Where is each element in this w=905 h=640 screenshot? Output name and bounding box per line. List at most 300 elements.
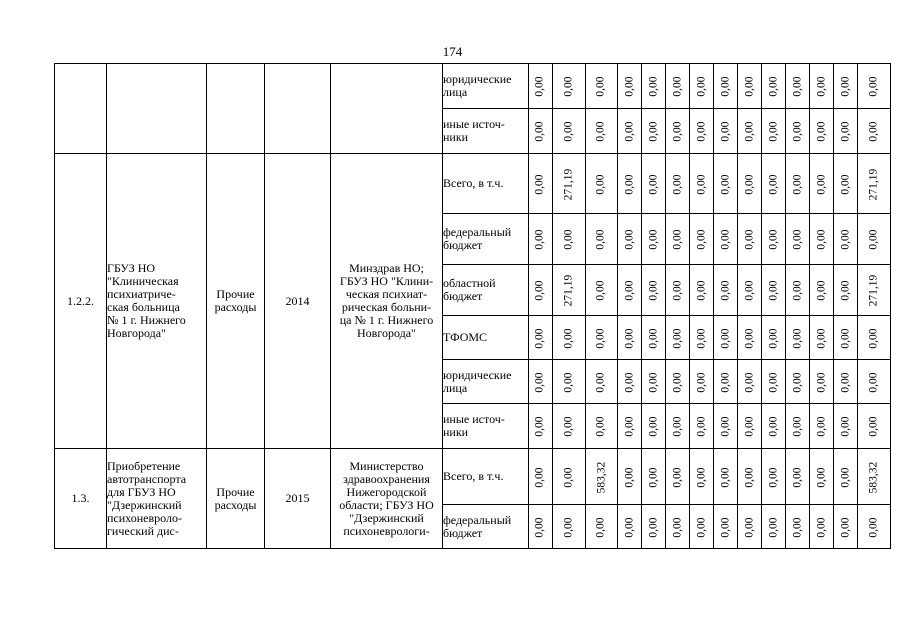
amount-value: 0,00 <box>623 121 636 142</box>
amount-cell <box>553 404 586 449</box>
amount-cell <box>786 404 810 449</box>
amount-cell <box>690 214 714 265</box>
item-year <box>265 64 331 154</box>
amount-value: 0,00 <box>623 327 636 349</box>
amount-cell <box>618 64 642 109</box>
amount-cell <box>585 316 618 360</box>
amount-cell <box>553 214 586 265</box>
amount-cell <box>810 360 834 404</box>
amount-cell <box>642 404 666 449</box>
funding-source: юридические лица <box>443 360 529 404</box>
amount-cell <box>585 404 618 449</box>
amount-value: 0,00 <box>695 516 708 538</box>
amount-value: 0,00 <box>791 229 804 250</box>
amount-cell <box>762 360 786 404</box>
amount-cell <box>714 109 738 154</box>
amount-cell <box>666 316 690 360</box>
table-row <box>55 64 891 109</box>
amount-value: 0,00 <box>623 173 636 195</box>
financing-table <box>54 63 891 549</box>
amount-cell <box>834 316 858 360</box>
amount-cell <box>714 449 738 505</box>
amount-cell <box>738 404 762 449</box>
amount-value: 0,00 <box>767 466 780 488</box>
amount-value: 0,00 <box>743 173 756 195</box>
amount-cell <box>786 265 810 316</box>
amount-cell <box>858 154 891 214</box>
amount-cell <box>666 64 690 109</box>
amount-value: 0,00 <box>671 371 684 393</box>
amount-value: 0,00 <box>839 516 852 538</box>
amount-cell <box>618 154 642 214</box>
amount-value: 0,00 <box>815 229 828 250</box>
amount-value: 0,00 <box>562 229 575 250</box>
amount-cell <box>529 449 553 505</box>
amount-value: 583,32 <box>594 461 607 493</box>
amount-value: 0,00 <box>767 121 780 142</box>
amount-value: 0,00 <box>719 76 732 97</box>
amount-value: 0,00 <box>534 173 546 195</box>
amount-value: 0,00 <box>534 327 546 349</box>
item-number: 1.3. <box>55 449 107 549</box>
amount-value: 0,00 <box>647 466 660 488</box>
amount-value: 0,00 <box>534 371 546 393</box>
amount-value: 0,00 <box>791 173 804 195</box>
amount-cell <box>738 449 762 505</box>
amount-value: 0,00 <box>743 229 756 250</box>
amount-value: 0,00 <box>671 280 684 301</box>
amount-value: 0,00 <box>623 229 636 250</box>
amount-value: 0,00 <box>767 327 780 349</box>
amount-value: 0,00 <box>839 371 852 393</box>
amount-cell <box>690 64 714 109</box>
amount-cell <box>714 505 738 549</box>
amount-value: 0,00 <box>743 121 756 142</box>
amount-value: 0,00 <box>562 416 575 437</box>
amount-value: 0,00 <box>671 516 684 538</box>
amount-cell <box>714 214 738 265</box>
amount-value: 0,00 <box>534 229 546 250</box>
amount-cell <box>834 265 858 316</box>
amount-cell <box>762 109 786 154</box>
amount-cell <box>858 316 891 360</box>
item-executor: Министерство здравоохранения Нижегородской области; ГБУЗ НО "Дзержинский психоневрологи- <box>331 449 443 549</box>
amount-cell <box>666 360 690 404</box>
amount-value: 0,00 <box>671 327 684 349</box>
amount-value: 0,00 <box>623 280 636 301</box>
amount-cell <box>690 404 714 449</box>
amount-value: 0,00 <box>671 229 684 250</box>
amount-value: 0,00 <box>594 121 607 142</box>
amount-value: 0,00 <box>791 76 804 97</box>
amount-value: 0,00 <box>594 280 607 301</box>
amount-value: 0,00 <box>594 76 607 97</box>
expense-type <box>207 64 265 154</box>
amount-cell <box>529 109 553 154</box>
amount-cell <box>834 449 858 505</box>
funding-source: ТФОМС <box>443 316 529 360</box>
amount-value: 0,00 <box>815 280 828 301</box>
amount-value: 0,00 <box>695 173 708 195</box>
amount-cell <box>642 154 666 214</box>
amount-cell <box>810 214 834 265</box>
amount-value: 0,00 <box>767 416 780 437</box>
amount-cell <box>529 360 553 404</box>
amount-value: 0,00 <box>594 516 607 538</box>
amount-cell <box>858 360 891 404</box>
amount-cell <box>585 154 618 214</box>
amount-cell <box>738 109 762 154</box>
amount-value: 0,00 <box>534 516 546 538</box>
amount-cell <box>762 64 786 109</box>
amount-value: 0,00 <box>695 466 708 488</box>
amount-cell <box>618 449 642 505</box>
amount-value: 0,00 <box>719 121 732 142</box>
amount-cell <box>786 154 810 214</box>
amount-value: 0,00 <box>815 121 828 142</box>
amount-cell <box>738 64 762 109</box>
amount-value: 0,00 <box>647 121 660 142</box>
amount-cell <box>714 404 738 449</box>
item-number <box>55 64 107 154</box>
amount-value: 0,00 <box>534 416 546 437</box>
table-row <box>55 449 891 505</box>
amount-cell <box>738 505 762 549</box>
amount-value: 0,00 <box>623 516 636 538</box>
amount-value: 0,00 <box>743 516 756 538</box>
amount-value: 0,00 <box>839 466 852 488</box>
amount-value: 0,00 <box>647 280 660 301</box>
amount-value: 0,00 <box>562 371 575 393</box>
amount-cell <box>529 316 553 360</box>
amount-cell <box>618 505 642 549</box>
amount-value: 0,00 <box>594 327 607 349</box>
amount-value: 0,00 <box>839 173 852 195</box>
amount-cell <box>666 214 690 265</box>
amount-value: 0,00 <box>815 416 828 437</box>
amount-value: 0,00 <box>695 327 708 349</box>
amount-value: 0,00 <box>647 229 660 250</box>
amount-cell <box>553 505 586 549</box>
amount-cell <box>642 214 666 265</box>
funding-source: юридические лица <box>443 64 529 109</box>
amount-value: 0,00 <box>719 229 732 250</box>
amount-cell <box>529 64 553 109</box>
amount-value: 0,00 <box>695 121 708 142</box>
amount-value: 0,00 <box>623 466 636 488</box>
amount-value: 0,00 <box>839 280 852 301</box>
funding-source: федеральный бюджет <box>443 505 529 549</box>
amount-cell <box>834 505 858 549</box>
amount-cell <box>834 404 858 449</box>
amount-cell <box>690 505 714 549</box>
amount-cell <box>585 64 618 109</box>
amount-cell <box>738 360 762 404</box>
amount-value: 0,00 <box>647 327 660 349</box>
amount-cell <box>553 64 586 109</box>
amount-value: 0,00 <box>623 371 636 393</box>
amount-value: 0,00 <box>562 466 575 488</box>
item-name: ГБУЗ НО "Клиническая психиатриче- ская больница № 1 г. Нижнего Новгорода" <box>107 154 207 449</box>
amount-value: 0,00 <box>695 371 708 393</box>
funding-source: иные источ- ники <box>443 109 529 154</box>
amount-cell <box>858 214 891 265</box>
amount-cell <box>618 214 642 265</box>
amount-cell <box>618 360 642 404</box>
amount-value: 0,00 <box>867 229 880 250</box>
amount-cell <box>642 360 666 404</box>
amount-value: 0,00 <box>671 121 684 142</box>
amount-value: 0,00 <box>867 121 880 142</box>
item-executor <box>331 64 443 154</box>
amount-cell <box>666 154 690 214</box>
amount-cell <box>834 154 858 214</box>
amount-cell <box>714 360 738 404</box>
amount-value: 0,00 <box>671 76 684 97</box>
table-body <box>55 64 891 549</box>
amount-cell <box>786 449 810 505</box>
amount-cell <box>585 449 618 505</box>
amount-value: 0,00 <box>767 76 780 97</box>
amount-value: 0,00 <box>791 121 804 142</box>
amount-value: 0,00 <box>743 76 756 97</box>
amount-value: 0,00 <box>743 327 756 349</box>
amount-cell <box>642 265 666 316</box>
amount-value: 0,00 <box>647 416 660 437</box>
amount-value: 0,00 <box>767 280 780 301</box>
amount-cell <box>762 265 786 316</box>
amount-cell <box>666 449 690 505</box>
amount-value: 0,00 <box>719 466 732 488</box>
amount-value: 271,19 <box>867 274 880 307</box>
item-name <box>107 64 207 154</box>
amount-value: 0,00 <box>743 280 756 301</box>
amount-cell <box>553 109 586 154</box>
amount-cell <box>529 404 553 449</box>
amount-value: 0,00 <box>671 466 684 488</box>
amount-cell <box>858 265 891 316</box>
table-row <box>55 154 891 214</box>
amount-cell <box>618 316 642 360</box>
item-name: Приобретение автотранспорта для ГБУЗ НО "Дзержинский психоневроло- гический дис- <box>107 449 207 549</box>
amount-cell <box>585 214 618 265</box>
amount-cell <box>762 404 786 449</box>
amount-cell <box>834 214 858 265</box>
amount-value: 271,19 <box>562 168 575 200</box>
amount-value: 0,00 <box>767 371 780 393</box>
amount-value: 0,00 <box>867 327 880 349</box>
amount-cell <box>786 64 810 109</box>
page-number: 174 <box>442 44 463 59</box>
amount-cell <box>810 154 834 214</box>
amount-value: 0,00 <box>839 416 852 437</box>
amount-cell <box>690 449 714 505</box>
amount-cell <box>834 64 858 109</box>
amount-cell <box>585 505 618 549</box>
amount-cell <box>553 154 586 214</box>
item-year: 2014 <box>265 154 331 449</box>
amount-value: 0,00 <box>815 466 828 488</box>
amount-cell <box>738 265 762 316</box>
amount-cell <box>642 316 666 360</box>
amount-value: 0,00 <box>562 76 575 97</box>
amount-cell <box>690 265 714 316</box>
amount-cell <box>858 404 891 449</box>
amount-cell <box>690 316 714 360</box>
amount-value: 0,00 <box>815 371 828 393</box>
amount-value: 271,19 <box>562 274 575 307</box>
amount-cell <box>858 109 891 154</box>
amount-cell <box>810 505 834 549</box>
amount-value: 0,00 <box>594 371 607 393</box>
amount-value: 0,00 <box>743 371 756 393</box>
amount-cell <box>738 316 762 360</box>
amount-cell <box>529 505 553 549</box>
expense-type: Прочие расходы <box>207 449 265 549</box>
amount-value: 0,00 <box>623 416 636 437</box>
amount-cell <box>786 360 810 404</box>
amount-value: 0,00 <box>815 173 828 195</box>
amount-cell <box>553 265 586 316</box>
amount-cell <box>738 214 762 265</box>
amount-cell <box>810 316 834 360</box>
amount-value: 0,00 <box>839 327 852 349</box>
amount-cell <box>618 404 642 449</box>
amount-value: 0,00 <box>534 466 546 488</box>
amount-value: 0,00 <box>594 416 607 437</box>
amount-cell <box>690 109 714 154</box>
amount-cell <box>714 265 738 316</box>
amount-cell <box>858 64 891 109</box>
amount-cell <box>786 109 810 154</box>
amount-cell <box>714 64 738 109</box>
funding-source: федеральный бюджет <box>443 214 529 265</box>
amount-cell <box>585 360 618 404</box>
amount-value: 0,00 <box>623 76 636 97</box>
amount-value: 0,00 <box>534 280 546 301</box>
amount-value: 0,00 <box>534 76 546 97</box>
amount-value: 0,00 <box>839 229 852 250</box>
amount-cell <box>810 64 834 109</box>
amount-value: 0,00 <box>791 416 804 437</box>
amount-value: 583,32 <box>867 461 880 493</box>
amount-cell <box>810 449 834 505</box>
amount-cell <box>642 449 666 505</box>
amount-cell <box>666 404 690 449</box>
amount-value: 0,00 <box>719 416 732 437</box>
amount-cell <box>858 449 891 505</box>
amount-value: 0,00 <box>767 516 780 538</box>
amount-cell <box>762 505 786 549</box>
amount-cell <box>618 109 642 154</box>
amount-cell <box>714 154 738 214</box>
amount-value: 0,00 <box>791 466 804 488</box>
amount-value: 0,00 <box>791 327 804 349</box>
amount-value: 0,00 <box>562 327 575 349</box>
amount-value: 0,00 <box>534 121 546 142</box>
funding-source: областной бюджет <box>443 265 529 316</box>
amount-value: 0,00 <box>594 173 607 195</box>
expense-type: Прочие расходы <box>207 154 265 449</box>
amount-value: 0,00 <box>743 416 756 437</box>
amount-value: 0,00 <box>695 416 708 437</box>
amount-cell <box>585 109 618 154</box>
amount-value: 0,00 <box>839 121 852 142</box>
amount-cell <box>762 449 786 505</box>
amount-cell <box>553 360 586 404</box>
funding-source: Всего, в т.ч. <box>443 154 529 214</box>
amount-value: 0,00 <box>647 516 660 538</box>
amount-value: 0,00 <box>815 516 828 538</box>
amount-cell <box>529 265 553 316</box>
amount-value: 0,00 <box>815 327 828 349</box>
amount-value: 0,00 <box>791 280 804 301</box>
amount-value: 0,00 <box>647 371 660 393</box>
amount-value: 0,00 <box>743 466 756 488</box>
amount-cell <box>738 154 762 214</box>
amount-value: 0,00 <box>695 280 708 301</box>
amount-cell <box>810 265 834 316</box>
amount-value: 271,19 <box>867 168 880 200</box>
amount-value: 0,00 <box>647 173 660 195</box>
amount-value: 0,00 <box>867 416 880 437</box>
amount-value: 0,00 <box>867 371 880 393</box>
amount-value: 0,00 <box>791 516 804 538</box>
amount-cell <box>666 265 690 316</box>
amount-value: 0,00 <box>719 173 732 195</box>
amount-cell <box>690 360 714 404</box>
amount-value: 0,00 <box>695 76 708 97</box>
amount-value: 0,00 <box>867 76 880 97</box>
amount-value: 0,00 <box>719 371 732 393</box>
amount-cell <box>834 360 858 404</box>
amount-cell <box>529 214 553 265</box>
amount-value: 0,00 <box>791 371 804 393</box>
amount-value: 0,00 <box>647 76 660 97</box>
amount-cell <box>858 505 891 549</box>
amount-value: 0,00 <box>671 416 684 437</box>
amount-value: 0,00 <box>594 229 607 250</box>
amount-cell <box>553 316 586 360</box>
amount-value: 0,00 <box>815 76 828 97</box>
amount-cell <box>666 109 690 154</box>
amount-cell <box>786 505 810 549</box>
amount-cell <box>642 505 666 549</box>
amount-value: 0,00 <box>839 76 852 97</box>
amount-value: 0,00 <box>867 516 880 538</box>
amount-cell <box>690 154 714 214</box>
amount-value: 0,00 <box>671 173 684 195</box>
amount-cell <box>810 109 834 154</box>
amount-cell <box>762 214 786 265</box>
item-executor: Минздрав НО; ГБУЗ НО "Клини- ческая психиат- рическая больни- ца № 1 г. Нижнего Новгорода" <box>331 154 443 449</box>
amount-cell <box>642 109 666 154</box>
amount-cell <box>666 505 690 549</box>
amount-value: 0,00 <box>767 173 780 195</box>
amount-cell <box>810 404 834 449</box>
item-year: 2015 <box>265 449 331 549</box>
amount-cell <box>642 64 666 109</box>
amount-cell <box>762 154 786 214</box>
amount-cell <box>618 265 642 316</box>
amount-value: 0,00 <box>695 229 708 250</box>
funding-source: иные источ- ники <box>443 404 529 449</box>
amount-cell <box>834 109 858 154</box>
amount-value: 0,00 <box>562 516 575 538</box>
item-number: 1.2.2. <box>55 154 107 449</box>
funding-source: Всего, в т.ч. <box>443 449 529 505</box>
amount-cell <box>762 316 786 360</box>
